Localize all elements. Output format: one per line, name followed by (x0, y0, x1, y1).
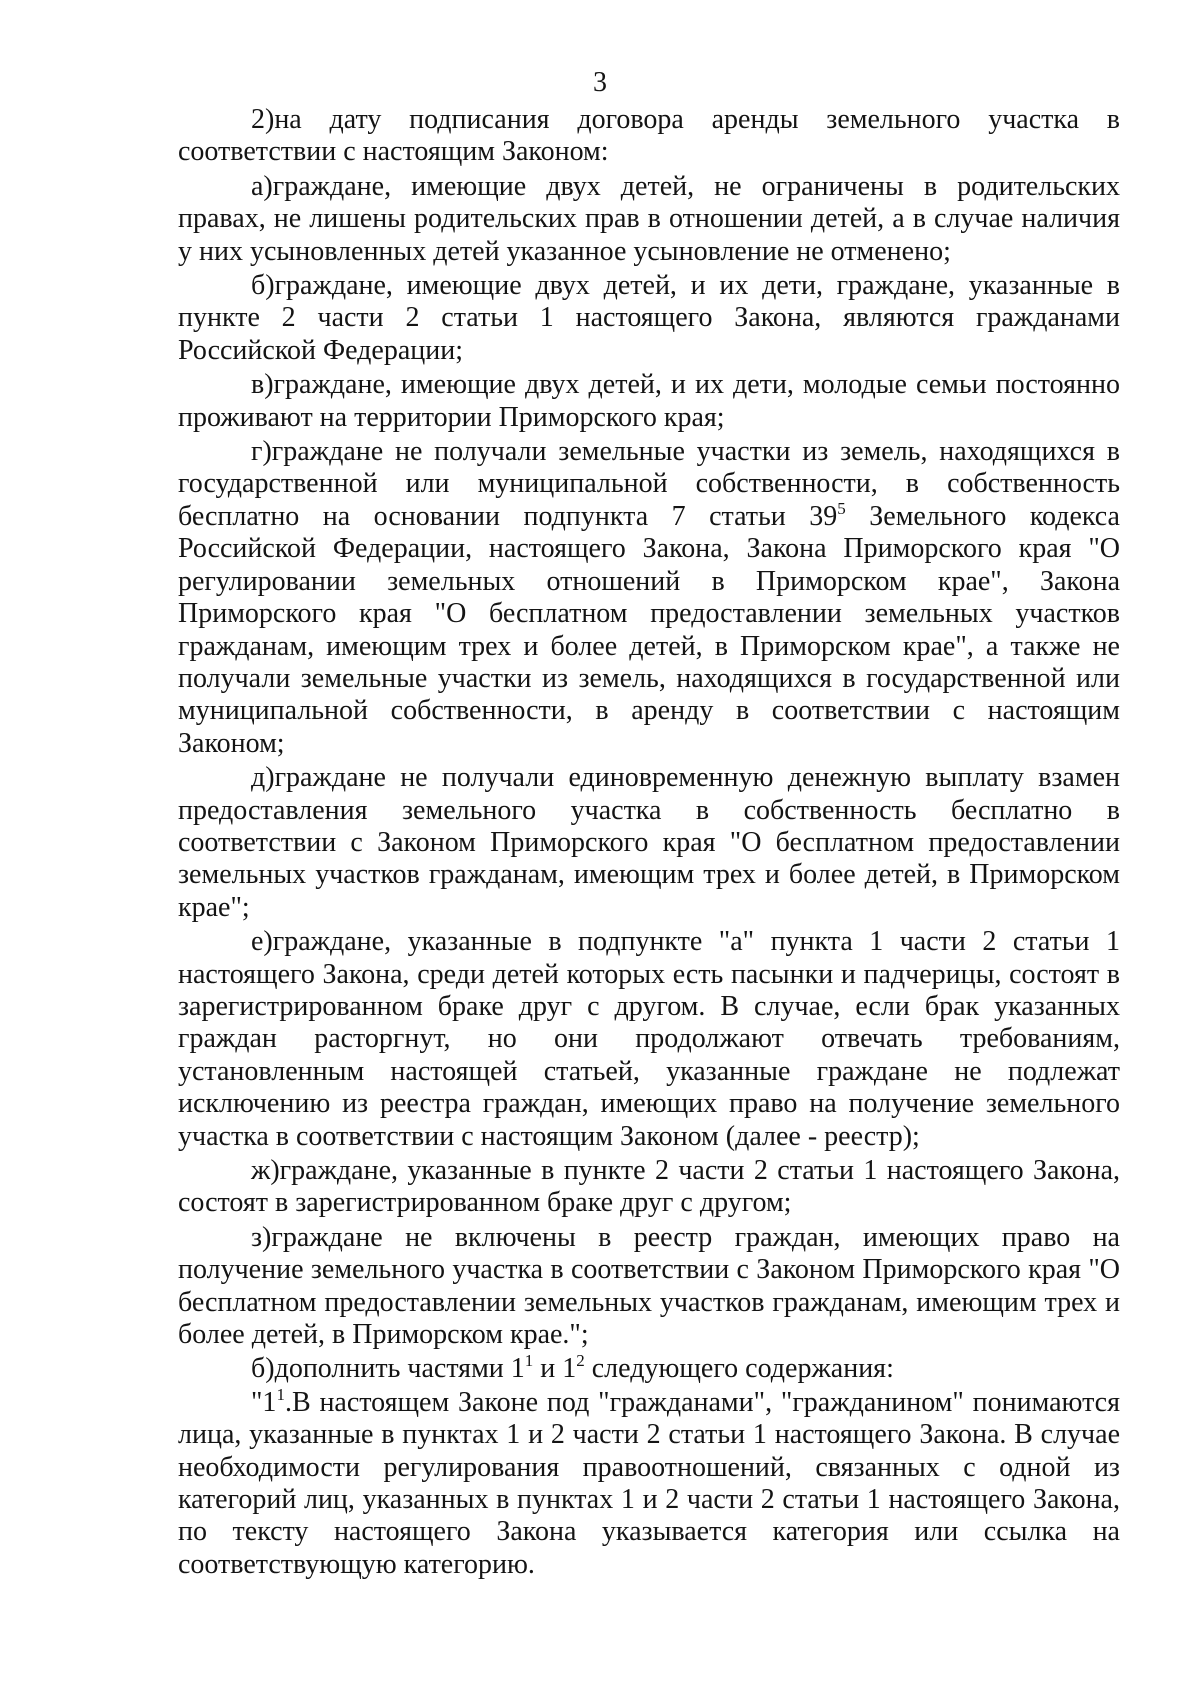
superscript: 5 (837, 498, 846, 518)
document-body (178, 104, 1120, 1583)
paragraph-subitem-a: а)граждане, имеющие двух детей, не ограничены в родительских правах, не лишены родительских прав в отношении детей, а в случае наличия у них усыновленных детей указанное усыновление не отменено; (178, 170, 1120, 267)
text-segment: б)дополнить частями 1 (251, 1353, 525, 1385)
paragraph-amendment-b (178, 1353, 1120, 1385)
paragraph-subitem-e: е)граждане, указанные в подпункте "а" пункта 1 части 2 статьи 1 настоящего Закона, среди детей которых есть пасынки и падчерицы, состоят в зарегистрированном браке друг с другом. В случае, если брак указанных граждан расторгнут, но они продолжают отвечать требованиям, установленным настоящей статьей, указанные граждане не подлежат исключению из реестра граждан, имеющих право на получение земельного участка в соответствии с настоящим Законом (далее - реестр); (178, 926, 1120, 1152)
superscript: 1 (276, 1384, 285, 1404)
superscript: 2 (576, 1351, 585, 1371)
text-segment: следующего содержания: (584, 1353, 894, 1385)
paragraph-item-2: 2)на дату подписания договора аренды земельного участка в соответствии с настоящим Законом: (178, 104, 1120, 168)
text-segment: "1 (251, 1386, 277, 1418)
paragraph-subitem-d: д)граждане не получали единовременную денежную выплату взамен предоставления земельного участка в собственность бесплатно в соответствии с Законом Приморского края "О бесплатном предоставлении земельных участков гражданам, имеющим трех и более детей, в Приморском крае"; (178, 762, 1120, 923)
text-segment: .В настоящем Законе под "гражданами", "гражданином" понимаются лица, указанные в пунктах 1 и 2 части 2 статьи 1 настоящего Закона. В случае необходимости регулирования правоотношений, связанных с одной из категорий лиц, указанных в пунктах 1 и 2 части 2 статьи 1 настоящего Закона, по тексту настоящего Закона указывается категория или ссылка на соответствующую категорию. (178, 1386, 1120, 1580)
text-segment: г)граждане не получали земельные участки из земель, находящихся в государственной или муниципальной собственности, в собственность бесплатно на основании подпункта 7 статьи 39 (178, 436, 1120, 532)
paragraph-part-1-1 (178, 1384, 1120, 1581)
paragraph-subitem-b: б)граждане, имеющие двух детей, и их дети, граждане, указанные в пункте 2 части 2 статьи 1 настоящего Закона, являются гражданами Российской Федерации; (178, 270, 1120, 366)
paragraph-subitem-z: з)граждане не включены в реестр граждан, имеющих право на получение земельного участка в соответствии с Законом Приморского края "О бесплатном предоставлении земельных участков гражданам, имеющим трех и более детей, в Приморском крае."; (178, 1221, 1120, 1351)
paragraph-subitem-v: в)граждане, имеющие двух детей, и их дети, молодые семьи постоянно проживают на территории Приморского края; (178, 369, 1120, 433)
text-segment: и 1 (533, 1353, 577, 1385)
paragraph-subitem-g (178, 436, 1120, 760)
superscript: 1 (524, 1351, 534, 1371)
page-number: 3 (593, 67, 607, 98)
paragraph-subitem-zh: ж)граждане, указанные в пункте 2 части 2 статьи 1 настоящего Закона, состоят в зарегистрированном браке друг с другом; (178, 1155, 1120, 1219)
text-segment: Земельного кодекса Российской Федерации, настоящего Закона, Закона Приморского края "О регулировании земельных отношений в Приморском крае", Закона Приморского края "О бесплатном предоставлении земельных участков гражданам, имеющим трех и более детей, в Приморском крае", а также не получали земельные участки из земель, находящихся в государственной или муниципальной собственности, в аренду в соответствии с настоящим Законом; (178, 500, 1120, 759)
